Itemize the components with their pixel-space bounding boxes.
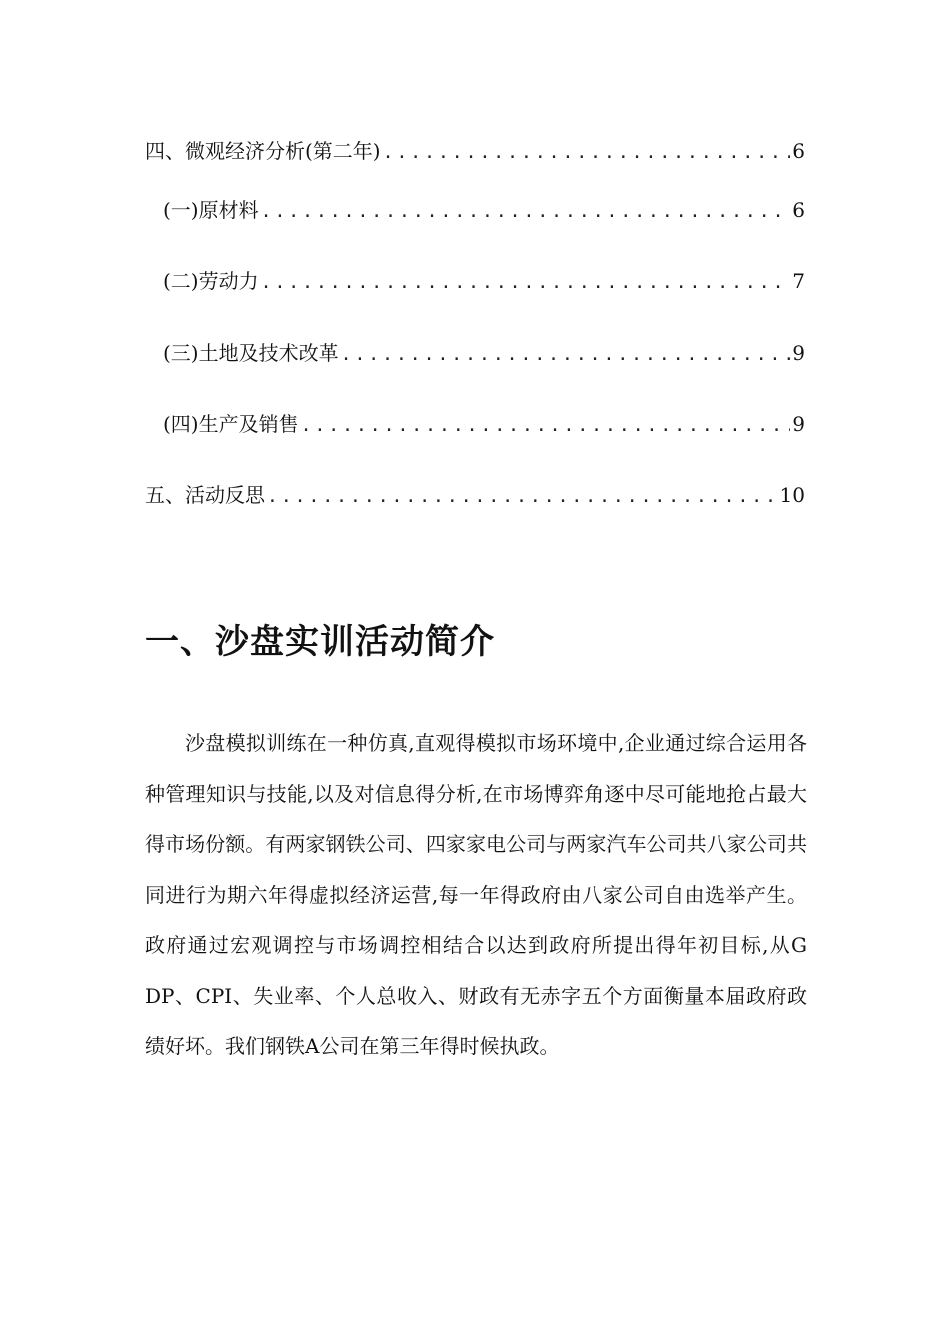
toc-entry-label: 四、微观经济分析(第二年)	[145, 139, 381, 163]
toc-leader-dots	[383, 138, 791, 168]
toc-entry-label: 五、活动反思	[145, 483, 265, 507]
table-of-contents	[145, 136, 805, 510]
toc-entry-label: (三)土地及技术改革	[163, 341, 339, 365]
toc-entry-label: (二)劳动力	[163, 269, 259, 293]
toc-leader-dots	[261, 268, 791, 298]
toc-leader-dots	[261, 197, 791, 227]
toc-page-number: 9	[792, 412, 805, 436]
toc-page-number: 6	[792, 139, 805, 163]
toc-entry-raw-materials[interactable]	[145, 195, 805, 225]
toc-page-number: 10	[779, 483, 805, 507]
toc-entry-micro-analysis[interactable]	[145, 136, 805, 166]
toc-entry-label: (四)生产及销售	[163, 412, 299, 436]
toc-leader-dots	[341, 340, 791, 370]
toc-leader-dots	[301, 411, 791, 441]
toc-page-number: 9	[792, 341, 805, 365]
toc-entry-land-tech-reform[interactable]	[145, 338, 805, 368]
toc-entry-reflection[interactable]	[145, 480, 805, 510]
toc-page-number: 6	[792, 198, 805, 222]
toc-page-number: 7	[792, 269, 805, 293]
toc-leader-dots	[267, 482, 778, 512]
intro-paragraph: 沙盘模拟训练在一种仿真,直观得模拟市场环境中,企业通过综合运用各种管理知识与技能,以及对信息得分析,在市场博弈角逐中尽可能地抢占最大得市场份额。有两家钢铁公司、四家家电公司与两家汽车公司共八家公司共同进行为期六年得虚拟经济运营,每一年得政府由八家公司自由选举产生。政府通过宏观调控与市场调控相结合以达到政府所提出得年初目标,从G DP、CPI、失业率、个人总收入、财政有无赤字五个方面衡量本届政府政绩好坏。我们钢铁A公司在第三年得时候执政。	[145, 731, 807, 1058]
section-heading: 一、沙盘实训活动简介	[145, 622, 495, 662]
toc-entry-labor[interactable]	[145, 266, 805, 296]
toc-entry-label: (一)原材料	[163, 198, 259, 222]
toc-entry-production-sales[interactable]	[145, 409, 805, 439]
